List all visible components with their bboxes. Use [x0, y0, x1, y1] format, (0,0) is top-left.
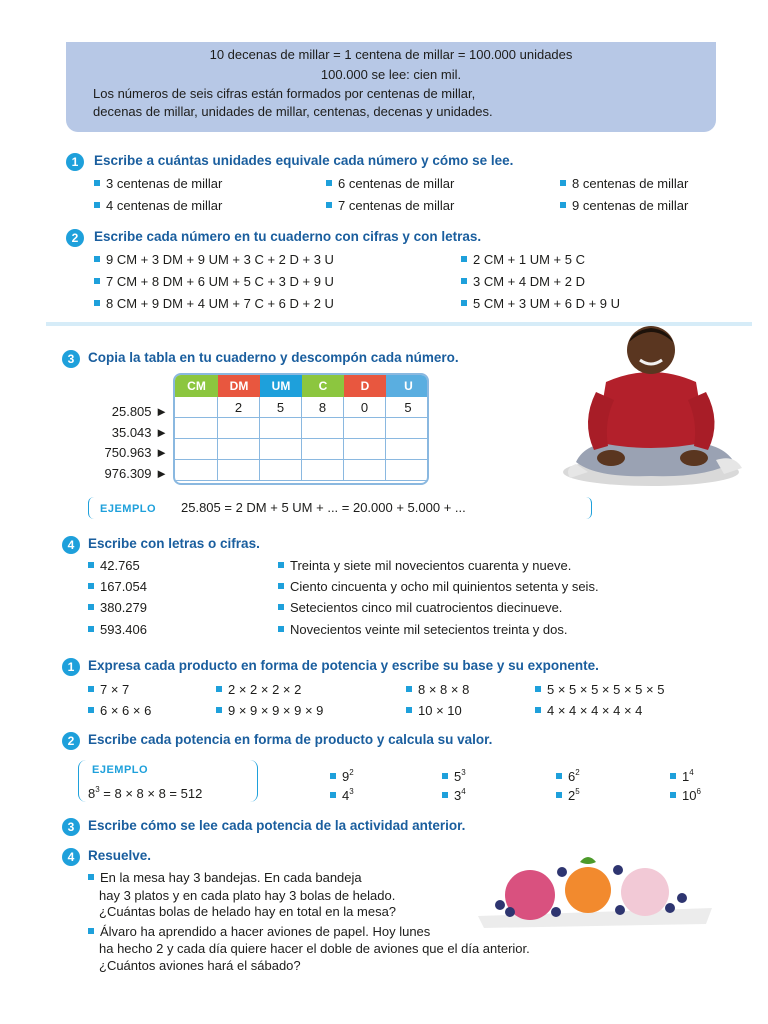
- table-header-row: [175, 375, 429, 397]
- table-cell: [260, 460, 302, 481]
- table-header-um: UM: [260, 375, 302, 397]
- product-item: 9 × 9 × 9 × 9 × 9: [216, 703, 323, 719]
- table-cell: [175, 397, 218, 418]
- product-item: 10 × 10: [406, 703, 462, 719]
- product-item: 2 × 2 × 2 × 2: [216, 682, 301, 698]
- table-cell: [175, 439, 218, 460]
- problem-2-line: Álvaro ha aprendido a hacer aviones de papel. Hoy lunes: [88, 924, 430, 940]
- example-label: EJEMPLO: [100, 503, 157, 515]
- table-cell: [344, 460, 386, 481]
- ex4-number: 42.765: [88, 558, 140, 574]
- product-item: 4 × 4 × 4 × 4 × 4: [535, 703, 642, 719]
- example-text: 25.805 = 2 DM + 5 UM + ... = 20.000 + 5.000 + ...: [181, 500, 466, 515]
- table-header-dm: DM: [218, 375, 260, 397]
- ex4-number: 593.406: [88, 622, 147, 638]
- table-cell: [175, 460, 218, 481]
- problem-1-line: En la mesa hay 3 bandejas. En cada bandeja: [88, 870, 362, 886]
- table-cell: 8: [302, 397, 344, 418]
- table-cell: 0: [344, 397, 386, 418]
- example-label: EJEMPLO: [92, 764, 149, 776]
- power-item: $4^3$: [330, 784, 354, 804]
- ice-cream-photo: [470, 850, 720, 930]
- power-item: $9^2$: [330, 765, 354, 785]
- table-cell: 2: [218, 397, 260, 418]
- ex1-item: 4 centenas de millar: [94, 198, 222, 214]
- exercise-1-title: Escribe a cuántas unidades equivale cada número y cómo se lee.: [94, 153, 514, 168]
- exercise-number-6: 2: [62, 732, 80, 750]
- table-cell: [302, 418, 344, 439]
- place-value-table: [173, 373, 429, 485]
- table-header-d: D: [344, 375, 386, 397]
- product-item: 6 × 6 × 6: [88, 703, 151, 719]
- info-line-3: Los números de seis cifras están formados por centenas de millar,: [93, 86, 476, 101]
- ex2-item: 8 CM + 9 DM + 4 UM + 7 C + 6 D + 2 U: [94, 296, 334, 312]
- ex2-item: 3 CM + 4 DM + 2 D: [461, 274, 585, 290]
- exercise-number-8: 4: [62, 848, 80, 866]
- example-power: $8^3 = 8 \times 8 \times 8 = 512$: [88, 785, 203, 801]
- table-header-cm: CM: [175, 375, 218, 397]
- table-cell: 5: [386, 397, 429, 418]
- problem-1-line: hay 3 platos y en cada plato hay 3 bolas de helado.: [99, 888, 396, 903]
- exercise-3-title: Copia la tabla en tu cuaderno y descompón cada número.: [88, 350, 459, 365]
- exercise-number-5: 1: [62, 658, 80, 676]
- table-row-label: 35.043 ►: [111, 425, 168, 440]
- power-item: $3^4$: [442, 784, 466, 804]
- power-item: $10^6$: [670, 784, 701, 804]
- table-header-u: U: [386, 375, 429, 397]
- boy-photo: [556, 322, 746, 488]
- table-cell: [260, 418, 302, 439]
- problem-2-line: ¿Cuántos aviones hará el sábado?: [99, 958, 301, 973]
- problem-1-line: ¿Cuántas bolas de helado hay en total en la mesa?: [99, 904, 397, 919]
- table-row-label: 976.309 ►: [104, 466, 168, 481]
- info-line-2: 100.000 se lee: cien mil.: [320, 67, 462, 82]
- power-item: $1^4$: [670, 765, 694, 785]
- product-item: 5 × 5 × 5 × 5 × 5 × 5: [535, 682, 664, 698]
- table-row-label: 25.805 ►: [111, 404, 168, 419]
- power-item: $2^5$: [556, 784, 580, 804]
- ex2-item: 9 CM + 3 DM + 9 UM + 3 C + 2 D + 3 U: [94, 252, 334, 268]
- table-row-label: 750.963 ►: [104, 445, 168, 460]
- exercise-number-4: 4: [62, 536, 80, 554]
- table-cell: [344, 418, 386, 439]
- ex1-item: 6 centenas de millar: [326, 176, 454, 192]
- ex4-text: Novecientos veinte mil setecientos treinta y dos.: [278, 622, 567, 638]
- table-cell: [386, 418, 429, 439]
- exercise-8-title: Resuelve.: [88, 848, 152, 863]
- exercise-7-title: Escribe cómo se lee cada potencia de la actividad anterior.: [88, 818, 466, 833]
- exercise-4-title: Escribe con letras o cifras.: [88, 536, 260, 551]
- exercise-number-3: 3: [62, 350, 80, 368]
- ex1-item: 8 centenas de millar: [560, 176, 688, 192]
- exercise-5-title: Expresa cada producto en forma de potencia y escribe su base y su exponente.: [88, 658, 599, 673]
- table-cell: [218, 418, 260, 439]
- table-header-c: C: [302, 375, 344, 397]
- table-cell: [344, 439, 386, 460]
- info-line-1: 10 decenas de millar = 1 centena de millar = 100.000 unidades: [209, 47, 573, 62]
- table-cell: [218, 460, 260, 481]
- table-cell: [218, 439, 260, 460]
- table-cell: [260, 439, 302, 460]
- ex4-text: Setecientos cinco mil cuatrocientos diecinueve.: [278, 600, 562, 616]
- ex2-item: 7 CM + 8 DM + 6 UM + 5 C + 3 D + 9 U: [94, 274, 334, 290]
- table-cell: [386, 439, 429, 460]
- ex4-number: 167.054: [88, 579, 147, 595]
- exercise-number-2: 2: [66, 229, 84, 247]
- ex1-item: 7 centenas de millar: [326, 198, 454, 214]
- table-cell: [386, 460, 429, 481]
- problem-2-line: ha hecho 2 y cada día quiere hacer el doble de aviones que el día anterior.: [99, 941, 530, 956]
- ex1-item: 3 centenas de millar: [94, 176, 222, 192]
- ex1-item: 9 centenas de millar: [560, 198, 688, 214]
- table-cell: [302, 439, 344, 460]
- exercise-2-title: Escribe cada número en tu cuaderno con cifras y con letras.: [94, 229, 482, 244]
- table-cell: [175, 418, 218, 439]
- info-box: [66, 42, 716, 132]
- exercise-number-7: 3: [62, 818, 80, 836]
- table-cell: 5: [260, 397, 302, 418]
- power-item: $5^3$: [442, 765, 466, 785]
- table-cell: [302, 460, 344, 481]
- power-item: $6^2$: [556, 765, 580, 785]
- ex2-item: 2 CM + 1 UM + 5 C: [461, 252, 585, 268]
- exercise-number-1: 1: [66, 153, 84, 171]
- exercise-6-title: Escribe cada potencia en forma de producto y calcula su valor.: [88, 732, 493, 747]
- ex4-text: Ciento cincuenta y ocho mil quinientos setenta y seis.: [278, 579, 599, 595]
- product-item: 7 × 7: [88, 682, 129, 698]
- ex4-number: 380.279: [88, 600, 147, 616]
- info-line-4: decenas de millar, unidades de millar, centenas, decenas y unidades.: [93, 104, 493, 119]
- ex2-item: 5 CM + 3 UM + 6 D + 9 U: [461, 296, 620, 312]
- product-item: 8 × 8 × 8: [406, 682, 469, 698]
- ex4-text: Treinta y siete mil novecientos cuarenta y nueve.: [278, 558, 571, 574]
